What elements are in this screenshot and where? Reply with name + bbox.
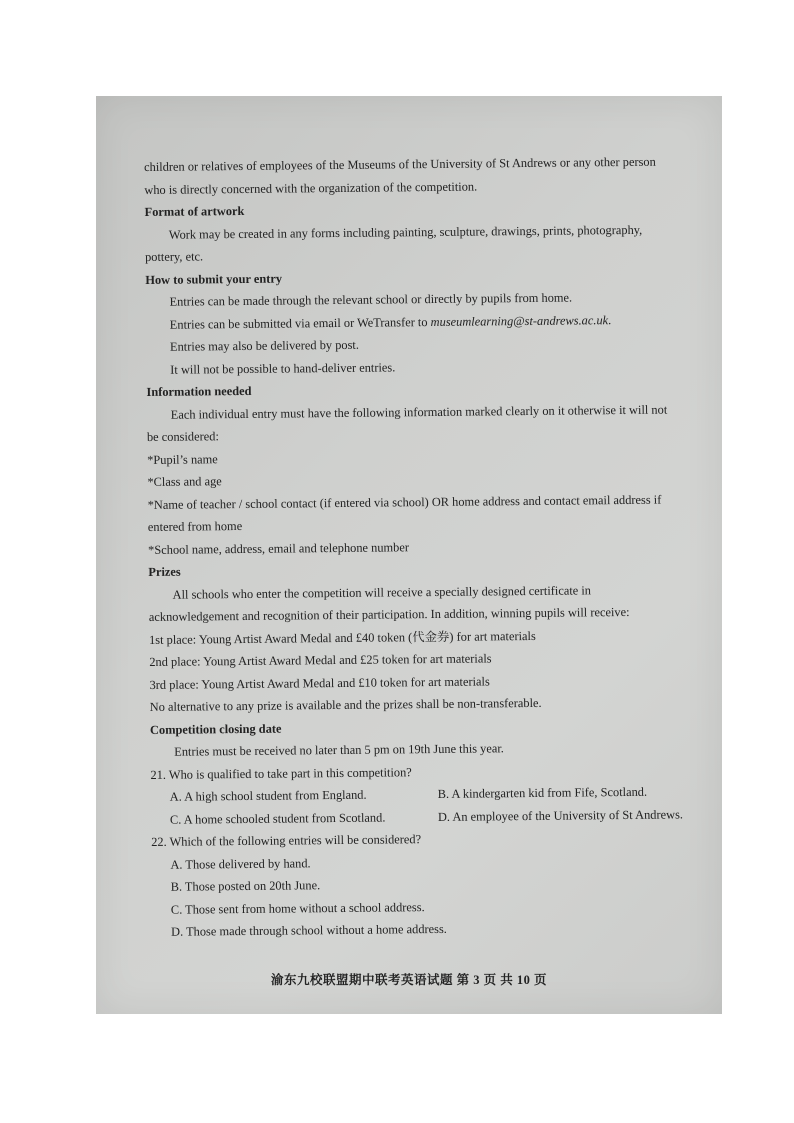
scanned-page-photo — [96, 96, 722, 1014]
format-body-2: pottery, etc. — [144, 249, 204, 264]
info-item-1: *Pupil’s name — [147, 451, 218, 467]
prize-note: No alternative to any prize is available and the prizes shall be non-transferable. — [149, 695, 542, 714]
prize-2: 2nd place: Young Artist Award Medal and £25 token for art materials — [149, 651, 492, 669]
info-body-1: Each individual entry must have the following information marked clearly on it otherwise it will not — [170, 402, 668, 422]
intro-line-2: who is directly concerned with the organization of the competition. — [144, 179, 478, 197]
question-22-option-b: B. Those posted on 20th June. — [170, 878, 321, 894]
prizes-body-2: acknowledgement and recognition of their participation. In addition, winning pupils will receive: — [148, 604, 630, 624]
info-item-3b: entered from home — [147, 518, 243, 534]
question-21-option-b: B. A kindergarten kid from Fife, Scotland. — [437, 784, 648, 801]
question-22-option-a: A. Those delivered by hand. — [170, 855, 311, 872]
page-footer: 渝东九校联盟期中联考英语试题 第 3 页 共 10 页 — [270, 973, 547, 987]
info-item-2: *Class and age — [147, 474, 222, 489]
question-22-option-d: D. Those made through school without a home address. — [171, 921, 447, 939]
closing-body: Entries must be received no later than 5 pm on 19th June this year. — [174, 741, 504, 759]
submit-item-3: Entries may also be delivered by post. — [169, 337, 359, 354]
info-body-2: be considered: — [146, 429, 219, 444]
prizes-body-1: All schools who enter the competition will receive a specially designed certificate in — [172, 582, 592, 602]
info-item-4: *School name, address, email and telephone number — [148, 539, 410, 557]
info-item-3a: *Name of teacher / school contact (if entered via school) OR home address and contact email address if — [147, 492, 662, 512]
format-heading: Format of artwork — [144, 203, 245, 219]
page-content — [144, 150, 702, 943]
submit-item-2-end: . — [608, 312, 612, 327]
closing-heading: Competition closing date — [149, 721, 282, 737]
submit-item-2-text: Entries can be submitted via email or WeTransfer to — [169, 314, 431, 332]
question-22-stem: 22. Which of the following entries will be considered? — [151, 832, 422, 849]
prize-3: 3rd place: Young Artist Award Medal and £10 token for art materials — [149, 673, 490, 692]
intro-line-1: children or relatives of employees of the Museums of the University of St Andrews or any other person — [144, 154, 656, 174]
submit-heading: How to submit your entry — [145, 271, 283, 287]
prizes-heading: Prizes — [148, 564, 181, 579]
question-21-option-d: D. An employee of the University of St Andrews. — [437, 806, 684, 824]
question-21-option-c: C. A home schooled student from Scotland. — [169, 810, 386, 827]
submit-item-1: Entries can be made through the relevant school or directly by pupils from home. — [169, 290, 573, 309]
info-heading: Information needed — [146, 383, 252, 399]
submit-email: museumlearning@st-andrews.ac.uk — [430, 312, 609, 329]
question-22-option-c: C. Those sent from home without a school address. — [170, 899, 425, 917]
question-21-stem: 21. Who is qualified to take part in this competition? — [150, 764, 412, 782]
submit-item-4: It will not be possible to hand-deliver entries. — [170, 359, 396, 377]
prize-1: 1st place: Young Artist Award Medal and £40 token (代金券) for art materials — [148, 628, 536, 647]
format-body-1: Work may be created in any forms including painting, sculpture, drawings, prints, photography, — [168, 222, 643, 242]
question-21-option-a: A. A high school student from England. — [169, 787, 367, 804]
